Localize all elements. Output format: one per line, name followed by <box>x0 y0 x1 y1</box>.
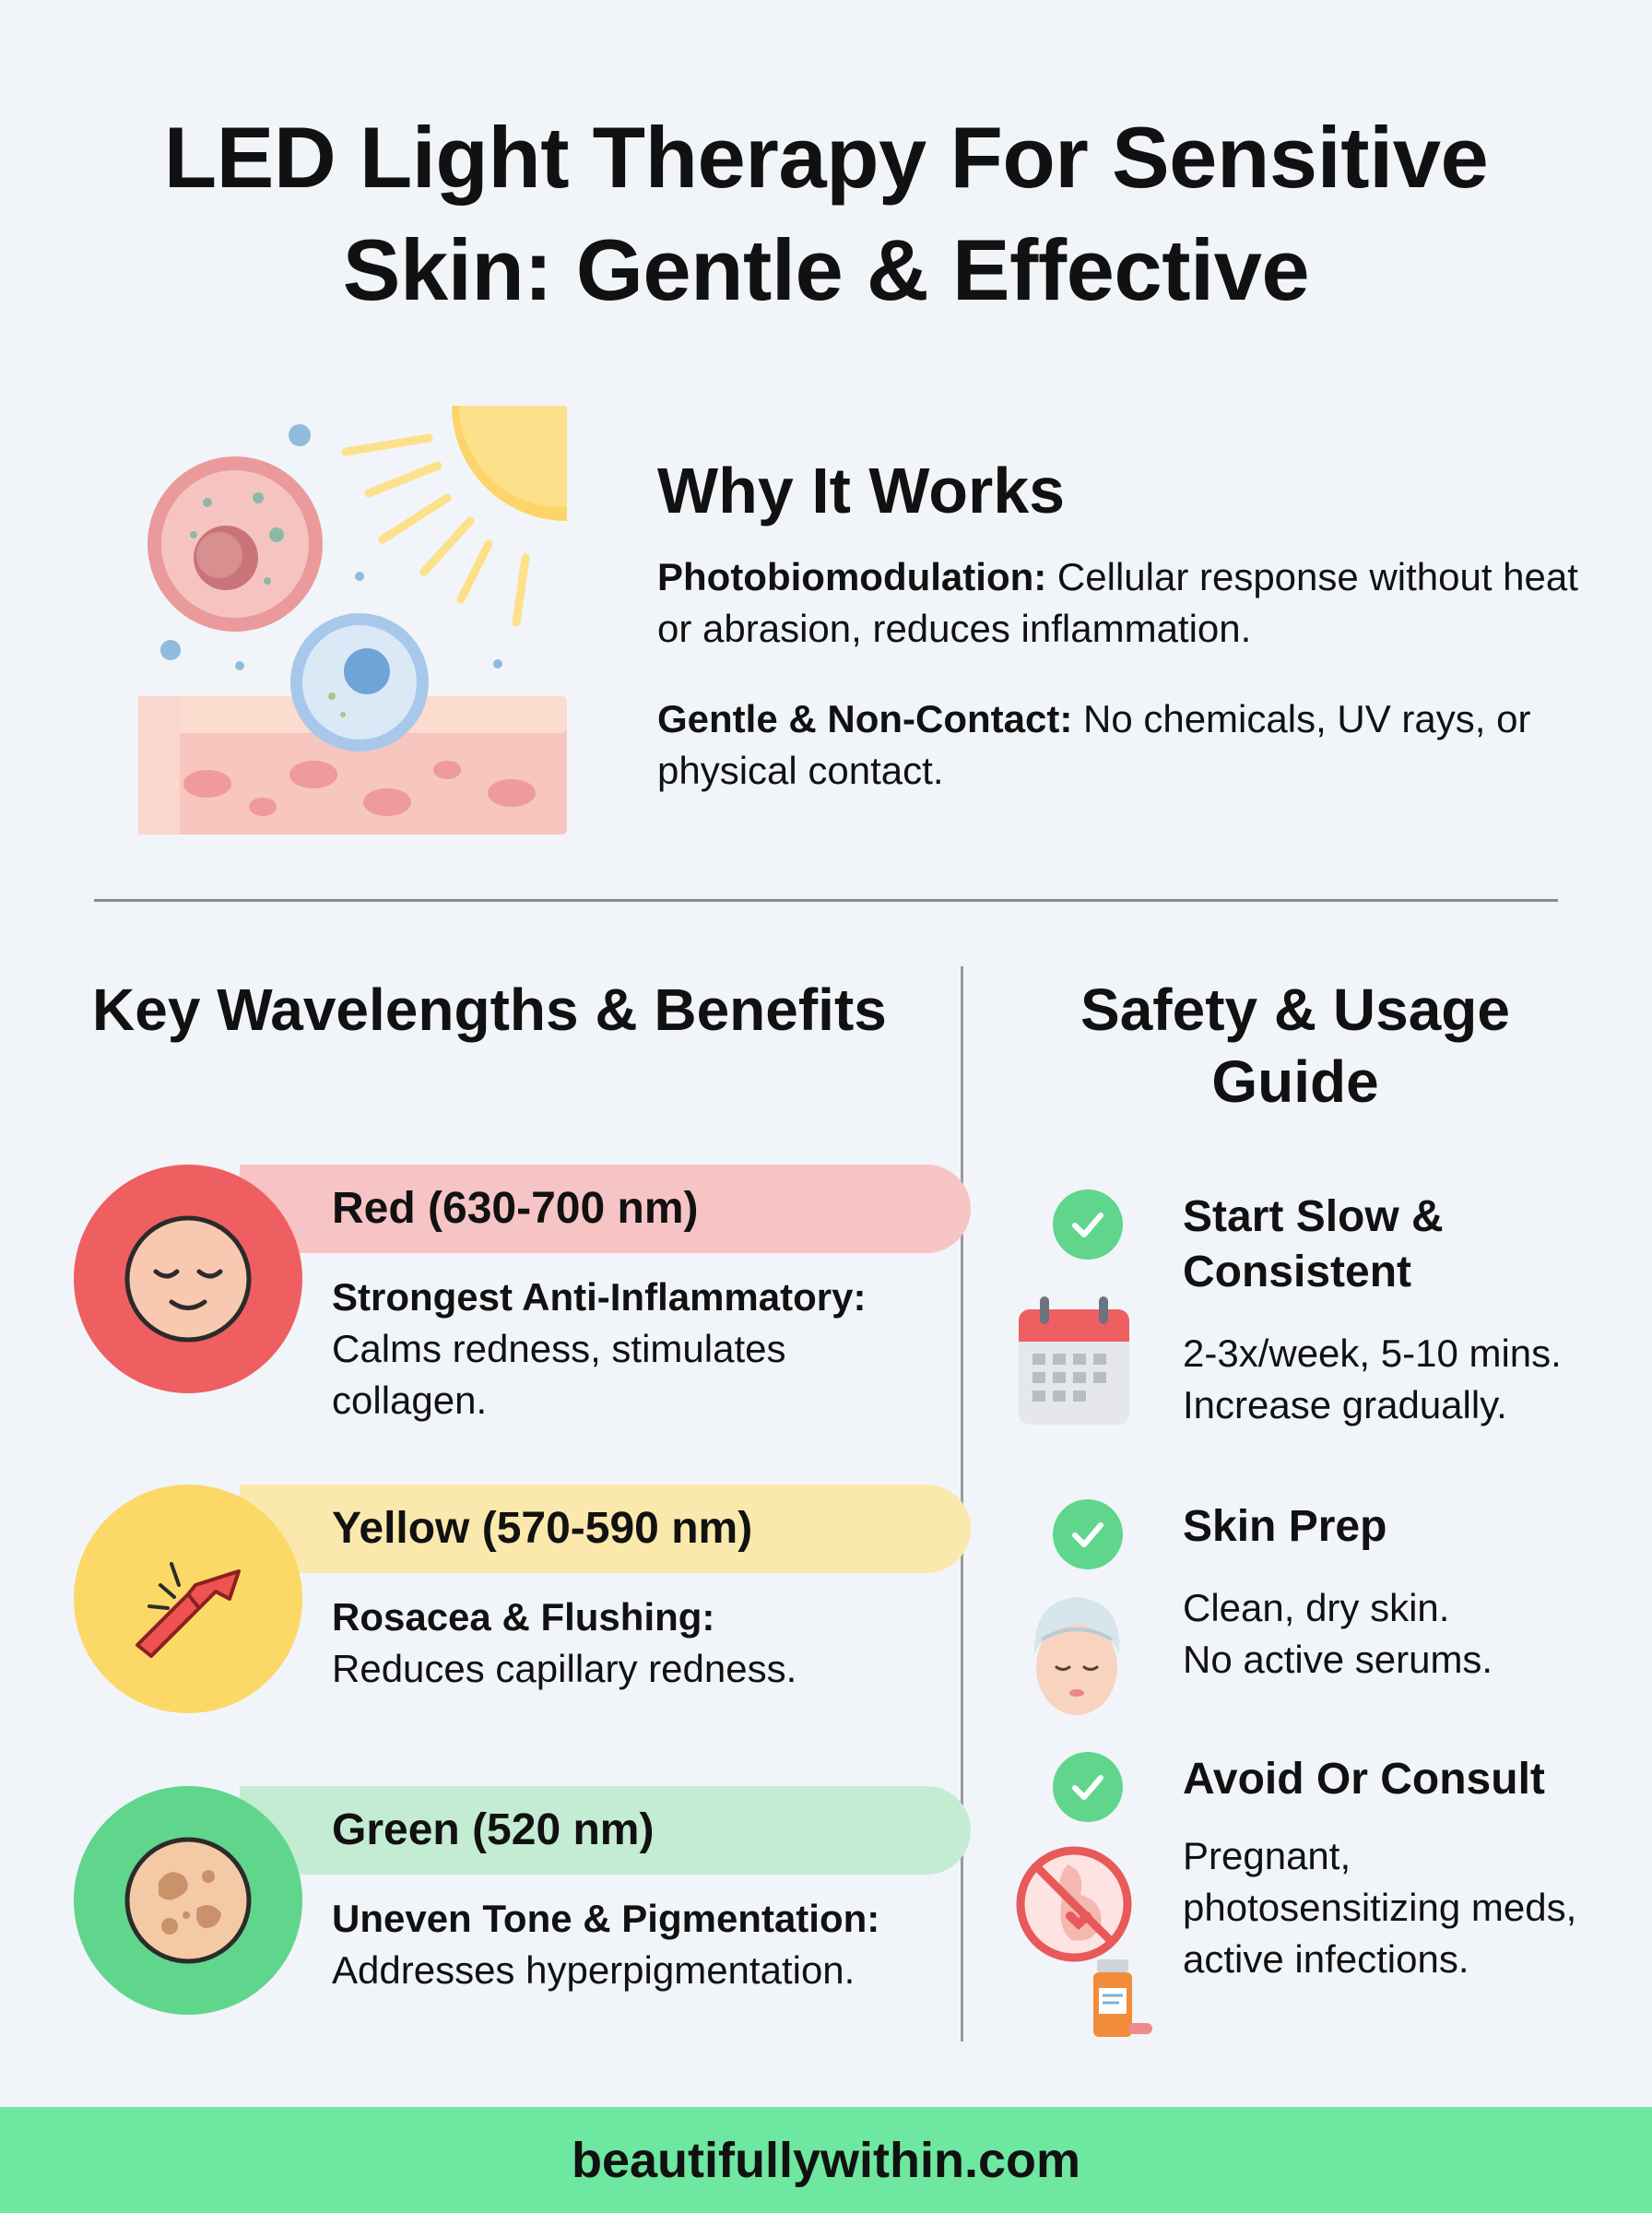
page-title-line-1: LED Light Therapy For Sensitive <box>163 109 1489 206</box>
safety-head: Start Slow & Consistent <box>1183 1192 1444 1296</box>
blue-cell-icon <box>290 613 429 751</box>
safety-item-skin-prep <box>1014 1499 1641 1730</box>
footer-site-link[interactable]: beautifullywithin.com <box>571 2132 1081 2188</box>
wavelength-name: Yellow (570-590 nm) <box>332 1504 753 1553</box>
safety-text: Clean, dry skin. No active serums. <box>1183 1586 1493 1681</box>
safety-text: Pregnant, photosensitizing meds, active infections. <box>1183 1834 1577 1981</box>
check-icon <box>1053 1499 1123 1569</box>
wavelength-desc: Uneven Tone & Pigmentation: Addresses hyperpigmentation. <box>332 1897 880 1992</box>
check-icon <box>1053 1189 1123 1260</box>
wavelength-red <box>74 1165 903 1422</box>
wavelength-yellow <box>74 1485 903 1724</box>
why-heading: Why It Works <box>657 455 1066 527</box>
cells-light-skin-illustration <box>129 396 590 839</box>
wavelength-desc: Rosacea & Flushing: Reduces capillary redness. <box>332 1595 797 1690</box>
wavelength-name: Red (630-700 nm) <box>332 1184 699 1233</box>
wavelength-circle <box>74 1165 302 1393</box>
red-cell-icon <box>148 456 323 632</box>
safety-head: Avoid Or Consult <box>1183 1755 1545 1804</box>
wavelength-green <box>74 1786 903 2026</box>
sun-icon <box>346 406 567 622</box>
towel-face-icon <box>1014 1582 1134 1721</box>
no-pregnancy-icon <box>1014 1844 1171 2047</box>
safety-item-avoid-or-consult <box>1014 1752 1641 2047</box>
wavelength-desc: Strongest Anti-Inflammatory: Calms redness, stimulates collagen. <box>332 1275 867 1422</box>
wavelengths-heading: Key Wavelengths & Benefits <box>92 976 887 1043</box>
calendar-icon <box>1014 1291 1134 1429</box>
wavelength-name: Green (520 nm) <box>332 1805 655 1854</box>
broken-capillary-icon <box>124 1534 253 1663</box>
why-it-works-section <box>657 452 1598 835</box>
wavelength-circle <box>74 1786 302 2015</box>
why-item-photobiomodulation: Photobiomodulation: Cellular response without heat or abrasion, reduces inflammation. <box>657 555 1578 650</box>
section-divider <box>94 899 1558 902</box>
check-icon <box>1053 1752 1123 1822</box>
why-item-non-contact: Gentle & Non-Contact: No chemicals, UV rays, or physical contact. <box>657 697 1531 792</box>
safety-heading: Safety & Usage Guide <box>1080 976 1510 1115</box>
safety-item-start-slow <box>1014 1189 1641 1466</box>
footer-bar <box>0 2107 1652 2213</box>
safety-head: Skin Prep <box>1183 1502 1387 1551</box>
relaxed-face-icon <box>124 1214 253 1343</box>
medicine-bottle-icon <box>1093 1959 1152 2037</box>
safety-text: 2-3x/week, 5-10 mins. Increase gradually. <box>1183 1331 1562 1426</box>
pigmented-skin-icon <box>124 1836 253 1965</box>
page-title-line-2: Skin: Gentle & Effective <box>342 221 1310 318</box>
page-title <box>55 101 1597 326</box>
wavelength-circle <box>74 1485 302 1713</box>
